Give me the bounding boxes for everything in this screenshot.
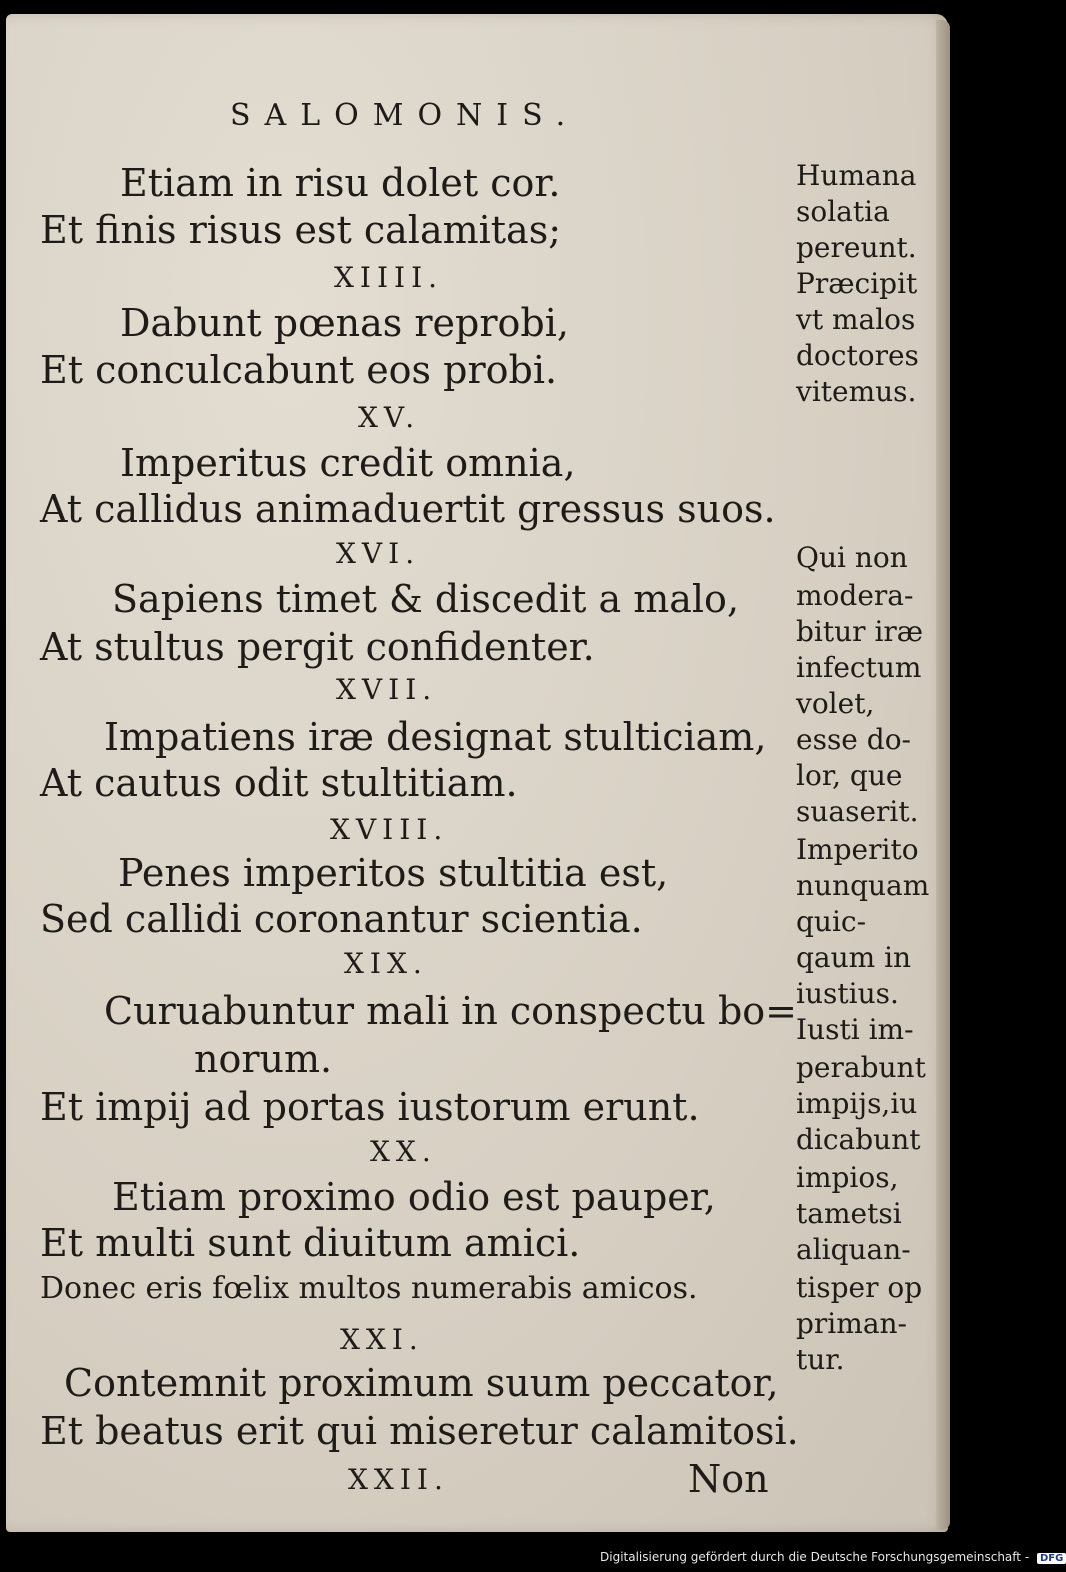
margin-note-line: pereunt. [796,231,917,264]
text-line: At callidus animaduertit gressus suos. [40,487,776,531]
margin-note-line: qaum in [796,941,912,974]
text-line: Etiam in risu dolet cor. [120,161,561,205]
margin-note-line: tisper op [796,1271,923,1304]
margin-note-line: dicabunt [796,1123,921,1156]
verse-number: XXI. [340,1323,424,1356]
text-line: Et impij ad portas iustorum erunt. [40,1085,700,1129]
text-line: norum. [194,1037,333,1081]
text-line: At stultus pergit confidenter. [40,625,595,669]
margin-note-line: impios, [796,1161,899,1194]
text-line: Et conculcabunt eos probi. [40,348,558,392]
margin-note-line: Præcipit [796,267,918,300]
margin-note-line: Iusti im- [796,1013,914,1046]
margin-note-line: bitur iræ [796,615,924,648]
margin-note-line: tur. [796,1343,845,1376]
text-line: Et beatus erit qui miseretur calamitosi. [40,1409,799,1453]
margin-note-line: priman- [796,1307,908,1340]
margin-note-line: vt malos [796,303,916,336]
footer-text: Digitalisierung gefördert durch die Deutsche Forschungsgemeinschaft - [600,1550,1030,1564]
verse-number: XVII. [336,673,438,706]
verse-number: XXII. [348,1463,449,1496]
margin-note-line: Humana [796,159,917,192]
margin-note-line: perabunt [796,1051,926,1084]
margin-note-line: modera- [796,579,914,612]
verse-number: XIX. [344,947,428,980]
text-line: Etiam proximo odio est pauper, [112,1175,716,1219]
text-line: Contemnit proximum suum peccator, [64,1361,779,1405]
margin-note-line: quic- [796,905,867,938]
verse-number: XVIII. [330,813,449,846]
margin-note-line: aliquan- [796,1233,911,1266]
margin-note-line: tametsi [796,1197,902,1230]
verse-number: XV. [358,401,421,434]
margin-note-line: infectum [796,651,922,684]
verse-number: XIIII. [334,261,444,294]
verse-number: XX. [370,1135,437,1168]
text-line: Sed callidi coronantur scientia. [40,897,643,941]
margin-note-line: nunquam [796,869,930,902]
text-line: Et multi sunt diuitum amici. [40,1221,581,1265]
margin-note-line: suaserit. [796,795,919,828]
margin-note-line: Imperito [796,833,919,866]
margin-note-line: impijs,iu [796,1087,918,1120]
page-edge [936,20,950,1530]
margin-note-line: doctores [796,339,919,372]
text-line: At cautus odit stultitiam. [40,761,518,805]
text-line: Et finis risus est calamitas; [40,208,562,252]
text-line: Donec eris fœlix multos numerabis amicos. [40,1271,698,1306]
text-line: Curuabuntur mali in conspectu bo= [104,989,797,1033]
verse-number: XVI. [336,537,421,570]
catchword: Non [688,1457,769,1501]
digitization-footer [600,1550,1066,1564]
text-line: Sapiens timet & discedit a malo, [112,577,740,621]
text-line: Imperitus credit omnia, [120,441,576,485]
margin-note-line: lor, que [796,759,903,792]
text-line: Dabunt pœnas reprobi, [120,301,569,345]
margin-note-line: esse do- [796,723,912,756]
margin-note-line: vitemus. [796,375,917,408]
text-line: Penes imperitos stultitia est, [118,851,669,895]
margin-note-line: Qui non [796,541,908,574]
running-header: SALOMONIS. [230,98,580,133]
margin-note-line: solatia [796,195,890,228]
text-line: Impatiens iræ designat stulticiam, [104,715,767,759]
dfg-logo: DFG [1037,1553,1066,1564]
margin-note-line: volet, [796,687,875,720]
margin-note-line: iustius. [796,977,899,1010]
